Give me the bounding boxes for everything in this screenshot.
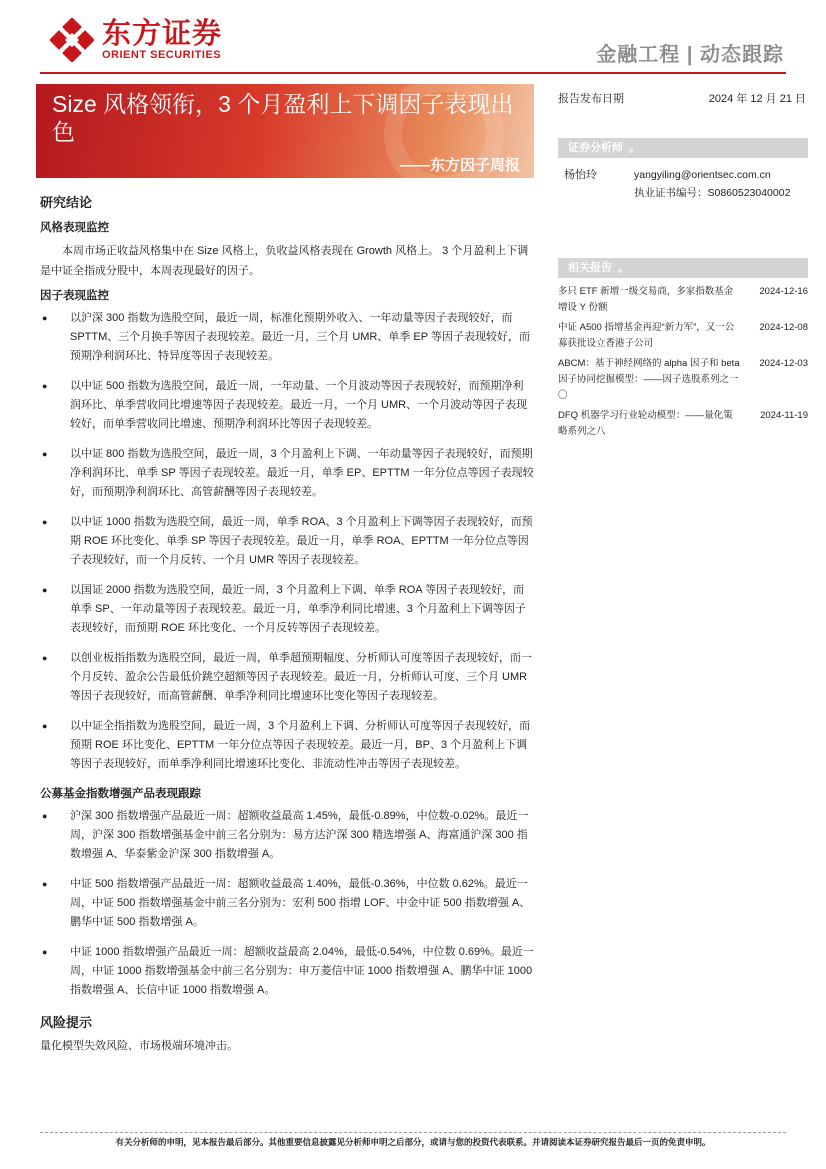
related-report-item[interactable]: 中证 A500 指增基金再迎“新力军”，又一公募获批设立香港子公司 2024-12-08 bbox=[558, 322, 808, 349]
logo-mark-icon bbox=[50, 18, 94, 62]
list-item: ● 以中证 1000 指数为选股空间，最近一周，单季 ROA、3 个月盈利上下调等因子表现较好，而预期 ROE 环比变化、单季 SP 等因子表现较差。最近一月，单季 ROA、EPTTM 一年分位点等因子表现较好，而一个月反转、一个月 UMR 等因子表现较差。 bbox=[40, 513, 534, 570]
brand-logo bbox=[50, 18, 222, 62]
title-banner bbox=[36, 84, 534, 178]
related-report-item[interactable]: ABCM：基于神经网络的 alpha 因子和 beta 因子协同挖掘模型：——因子选股系列之一〇 2024-12-03 bbox=[558, 358, 808, 401]
section-title: 金融工程 | 动态跟踪 bbox=[596, 44, 784, 66]
style-paragraph: 本周市场正收益风格集中在 Size 风格上，负收益风格表现在 Growth 风格上。 3 个月盈利上下调是中证全指成分股中，本周表现最好的因子。 bbox=[40, 245, 529, 277]
brand-name-cn: 东方证券 bbox=[102, 18, 223, 50]
list-item: ● 沪深 300 指数增强产品最近一周：超额收益最高 1.45%，最低-0.89%，中位数-0.02%。最近一周，沪深 300 指数增强基金中前三名分别为：易方达沪深 300 精选增强 A、海富通沪深 300 指数增强 A、华泰紫金沪深 300 指数增强 A。 bbox=[40, 807, 534, 864]
conclusion-heading: 研究结论 bbox=[40, 195, 93, 210]
header-divider bbox=[40, 72, 786, 74]
list-item: ● 以中证 500 指数为选股空间，最近一周，一年动量、一个月波动等因子表现较好，而预期净利润环比、单季营收同比增速等因子表现较差。最近一月，一个月 UMR、一个月波动等因子表现较好，而单季营收同比增速、预期净利润环比等因子表现较差。 bbox=[40, 377, 534, 434]
brand-name-en: ORIENT SECURITIES bbox=[102, 49, 222, 61]
risk-heading: 风险提示 bbox=[40, 1015, 93, 1030]
factor-heading: 因子表现监控 bbox=[40, 290, 109, 302]
analyst-email[interactable]: yangyiling@orientsec.com.cn bbox=[634, 169, 771, 181]
analyst-heading: 证券分析师 。 bbox=[558, 138, 808, 158]
list-item: ● 以国证 2000 指数为选股空间，最近一周，3 个月盈利上下调、单季 ROA 等因子表现较好，而单季 SP、一年动量等因子表现较差。最近一月，单季净利同比增速、3 个月盈利上下调等因子表现较好，而预期 ROE 环比变化、一个月反转等因子表现较差。 bbox=[40, 581, 534, 638]
analyst-contact bbox=[634, 166, 790, 202]
fund-list bbox=[40, 807, 534, 1000]
publish-date-label: 报告发布日期 bbox=[558, 93, 624, 105]
list-item: ● 以创业板指指数为选股空间，最近一周，单季超预期幅度、分析师认可度等因子表现较好，而一个月反转、盈余公告最低价跳空超额等因子表现较差。最近一月，分析师认可度、三个月 UMR 等因子表现较好，而高管薪酬、单季净利同比增速环比变化等因子表现较差。 bbox=[40, 649, 534, 706]
related-report-item[interactable]: 多只 ETF 新增一级交易商，多家指数基金增设 Y 份额 2024-12-16 bbox=[558, 286, 808, 313]
list-item: ● 中证 1000 指数增强产品最近一周：超额收益最高 2.04%，最低-0.54%，中位数 0.69%。最近一周，中证 1000 指数增强基金中前三名分别为：申万菱信中证 1000 指数增强 A、鹏华中证 1000 指数增强 A、长信中证 1000 指数增强 A。 bbox=[40, 943, 534, 1000]
list-item: ● 以中证全指指数为选股空间，最近一周，3 个月盈利上下调、分析师认可度等因子表现较好，而预期 ROE 环比变化、EPTTM 一年分位点等因子表现较差。最近一月，BP、3 个月盈利上下调等因子表现较好，而单季净利同比增速环比变化、非流动性冲击等因子表现较差。 bbox=[40, 717, 534, 774]
footer-divider bbox=[40, 1132, 786, 1133]
risk-text: 量化模型失效风险、市场极端环境冲击。 bbox=[40, 1040, 238, 1052]
report-subtitle: ——东方因子周报 bbox=[399, 157, 520, 174]
related-report-item[interactable]: DFQ 机器学习行业轮动模型：——量化策略系列之八 2024-11-19 bbox=[558, 410, 808, 437]
factor-list bbox=[40, 309, 534, 774]
footer-disclaimer: 有关分析师的申明，见本报告最后部分。其他重要信息披露见分析师申明之后部分，或请与您的投资代表联系。并请阅读本证券研究报告最后一页的免责申明。 bbox=[115, 1137, 711, 1147]
fund-heading: 公募基金指数增强产品表现跟踪 bbox=[40, 788, 201, 800]
main-content bbox=[40, 192, 534, 1055]
analyst-license: 执业证书编号：S0860523040002 bbox=[634, 187, 791, 199]
style-heading: 风格表现监控 bbox=[40, 222, 109, 234]
publish-date-row bbox=[558, 90, 806, 106]
related-reports-list bbox=[558, 284, 808, 444]
analyst-name: 杨怡玲 bbox=[564, 169, 597, 181]
report-title: Size 风格领衔，3 个月盈利上下调因子表现出色 bbox=[52, 91, 514, 145]
list-item: ● 以沪深 300 指数为选股空间，最近一周，标准化预期外收入、一年动量等因子表现较好，而 SPTTM、三个月换手等因子表现较差。最近一月，三个月 UMR、单季 EP 等因子表现较好，而预期净利润环比、特异度等因子表现较差。 bbox=[40, 309, 534, 366]
publish-date-value: 2024 年 12 月 21 日 bbox=[708, 93, 806, 105]
list-item: ● 以中证 800 指数为选股空间，最近一周，3 个月盈利上下调、一年动量等因子表现较好，而预期净利润环比、单季 SP 等因子表现较差。最近一月，单季 EP、EPTTM 一年分位点等因子表现较好，而预期净利润环比、高管薪酬等因子表现较差。 bbox=[40, 445, 534, 502]
related-heading: 相关报告 。 bbox=[558, 258, 808, 278]
list-item: ● 中证 500 指数增强产品最近一周：超额收益最高 1.40%，最低-0.36%，中位数 0.62%。最近一周，中证 500 指数增强基金中前三名分别为：宏利 500 指增 LOF、中金中证 500 指数增强 A、鹏华中证 500 指数增强 A。 bbox=[40, 875, 534, 932]
